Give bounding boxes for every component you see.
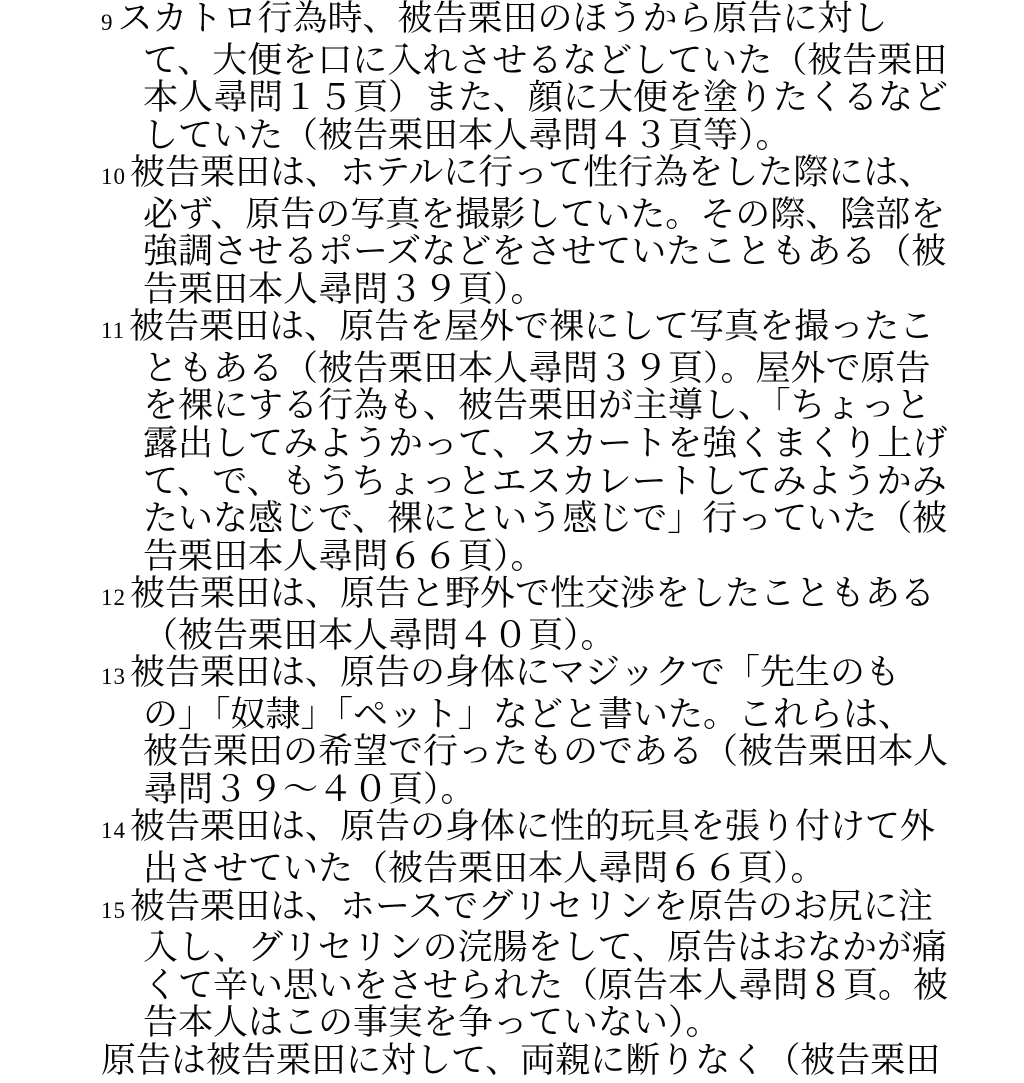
item-number: 10: [101, 164, 126, 190]
text-line: くて辛い思いをさせられた（原告本人尋問８頁。被: [143, 965, 949, 1005]
text-line: 告栗田本人尋問３９頁）。: [143, 269, 546, 309]
text-line: 出させていた（被告栗田本人尋問６６頁）。: [143, 849, 826, 889]
text-line: て、で、もうちょっとエスカレートしてみようかみ: [143, 461, 947, 501]
item-text: 原告は被告栗田に対して、両親に断りなく（被告栗田: [101, 1040, 941, 1080]
text-line: していた（被告栗田本人尋問４３頁等）。: [143, 115, 791, 155]
item-number: 15: [101, 897, 126, 923]
item-text: 被告栗田は、ホテルに行って性行為をした際には、: [130, 153, 934, 193]
item-number: 11: [101, 318, 126, 344]
item-text: 被告栗田は、原告を屋外で裸にして写真を撮ったこ: [129, 307, 935, 347]
text-line: [101, 0, 1024, 42]
list-item: [101, 575, 1024, 654]
item-text: スカトロ行為時、被告栗田のほうから原告に対し: [117, 0, 888, 38]
text-line: [101, 307, 1024, 350]
text-line: 本人尋問１５頁）また、顔に大便を塗りたくるなど: [143, 78, 949, 118]
item-number: 14: [101, 818, 126, 844]
text-line: の」「奴隷」「ペット」などと書いた。これらは、: [143, 694, 914, 734]
item-text: 被告栗田は、原告の身体に性的玩具を張り付けて外: [130, 807, 936, 847]
item-number: 9: [101, 10, 114, 35]
text-line: [101, 886, 1024, 930]
text-line: を裸にする行為も、被告栗田が主導し、「ちょっと: [143, 386, 931, 426]
text-line: [101, 807, 1024, 850]
item-number: 13: [101, 664, 126, 690]
text-line: 必ず、原告の写真を撮影していた。その際、陰部を: [143, 194, 946, 234]
item-text: 被告栗田は、ホースでグリセリンを原告のお尻に注: [130, 886, 933, 926]
text-line: [101, 574, 1024, 617]
list-item: [101, 308, 1024, 575]
text-line: 露出してみようかって、スカートを強くまくり上げ: [143, 424, 948, 464]
text-line: て、大便を口に入れさせるなどしていた（被告栗田: [143, 40, 948, 80]
text-line: 告本人はこの事実を争っていない）。: [143, 1003, 721, 1043]
list-item-truncated: [101, 1042, 1024, 1083]
text-line: （被告栗田本人尋問４０頁）。: [143, 615, 616, 655]
item-text: 被告栗田は、原告と野外で性交渉をしたこともある: [130, 574, 936, 614]
text-line: 被告栗田の希望で行ったものである（被告栗田本人: [143, 732, 949, 772]
text-line: 尋問３９～４０頁）。: [143, 769, 476, 809]
text-line: 告栗田本人尋問６６頁）。: [143, 536, 546, 576]
text-line: 強調させるポーズなどをさせていたこともある（被: [143, 232, 947, 272]
item-text: 被告栗田は、原告の身体にマジックで「先生のも: [130, 653, 901, 693]
text-line: ともある（被告栗田本人尋問３９頁）。屋外で原告: [143, 348, 931, 388]
item-number: 12: [101, 585, 126, 611]
list-item: [101, 654, 1024, 808]
text-line: 入し、グリセリンの浣腸をして、原告はおなかが痛: [143, 928, 947, 968]
list-item: [101, 154, 1024, 308]
list-item: [101, 0, 1024, 154]
list-item: [101, 808, 1024, 887]
list-item: [101, 888, 1024, 1042]
text-line: たいな感じで、裸にという感じで」行っていた（被: [143, 499, 948, 539]
text-line: [101, 653, 1024, 696]
text-line: [101, 153, 1024, 196]
fact-list: [101, 0, 1024, 1083]
text-line: [101, 1040, 1024, 1083]
